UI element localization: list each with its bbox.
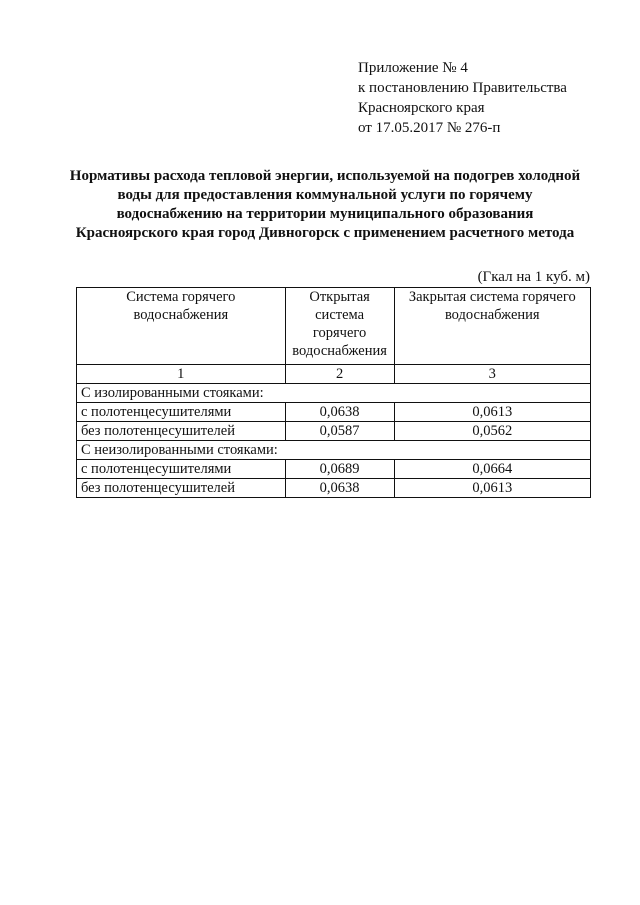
document-title xyxy=(60,167,590,243)
table-row xyxy=(77,403,591,422)
group-row xyxy=(77,384,591,403)
row-name: с полотенцесушителями xyxy=(77,460,286,479)
column-number: 3 xyxy=(394,365,590,384)
row-name: с полотенцесушителями xyxy=(77,403,286,422)
column-number: 2 xyxy=(285,365,394,384)
header-system: Система горячего водоснабжения xyxy=(77,288,286,365)
header-closed-system: Закрытая система горячего водоснабжения xyxy=(394,288,590,365)
table-row xyxy=(77,460,591,479)
appendix-date: от 17.05.2017 № 276-п xyxy=(358,120,501,136)
title-line: Красноярского края город Дивногорск с применением расчетного метода xyxy=(75,225,575,241)
row-name: без полотенцесушителей xyxy=(77,422,286,441)
closed-value: 0,0664 xyxy=(394,460,590,479)
appendix-region: Красноярского края xyxy=(358,100,485,116)
norms-table xyxy=(76,287,591,498)
column-number: 1 xyxy=(77,365,286,384)
group-label-insulated: С изолированными стояками: xyxy=(77,384,591,403)
unit-note: (Гкал на 1 куб. м) xyxy=(477,269,590,285)
group-label-uninsulated: С неизолированными стояками: xyxy=(77,441,591,460)
open-value: 0,0689 xyxy=(285,460,394,479)
open-value: 0,0638 xyxy=(285,479,394,498)
header-open-system: Открытая система горячего водоснабжения xyxy=(285,288,394,365)
appendix-reference xyxy=(358,58,567,138)
appendix-number: Приложение № 4 xyxy=(358,60,468,76)
closed-value: 0,0613 xyxy=(394,403,590,422)
closed-value: 0,0613 xyxy=(394,479,590,498)
column-numbers-row xyxy=(77,365,591,384)
table-header-row xyxy=(77,288,591,365)
table-row xyxy=(77,479,591,498)
title-line: Нормативы расхода тепловой энергии, используемой на подогрев холодной xyxy=(69,168,581,184)
table-row xyxy=(77,422,591,441)
title-line: водоснабжению на территории муниципального образования xyxy=(116,206,534,222)
title-line: воды для предоставления коммунальной услуги по горячему xyxy=(117,187,533,203)
open-value: 0,0638 xyxy=(285,403,394,422)
closed-value: 0,0562 xyxy=(394,422,590,441)
group-row xyxy=(77,441,591,460)
open-value: 0,0587 xyxy=(285,422,394,441)
row-name: без полотенцесушителей xyxy=(77,479,286,498)
appendix-resolution: к постановлению Правительства xyxy=(358,80,567,96)
